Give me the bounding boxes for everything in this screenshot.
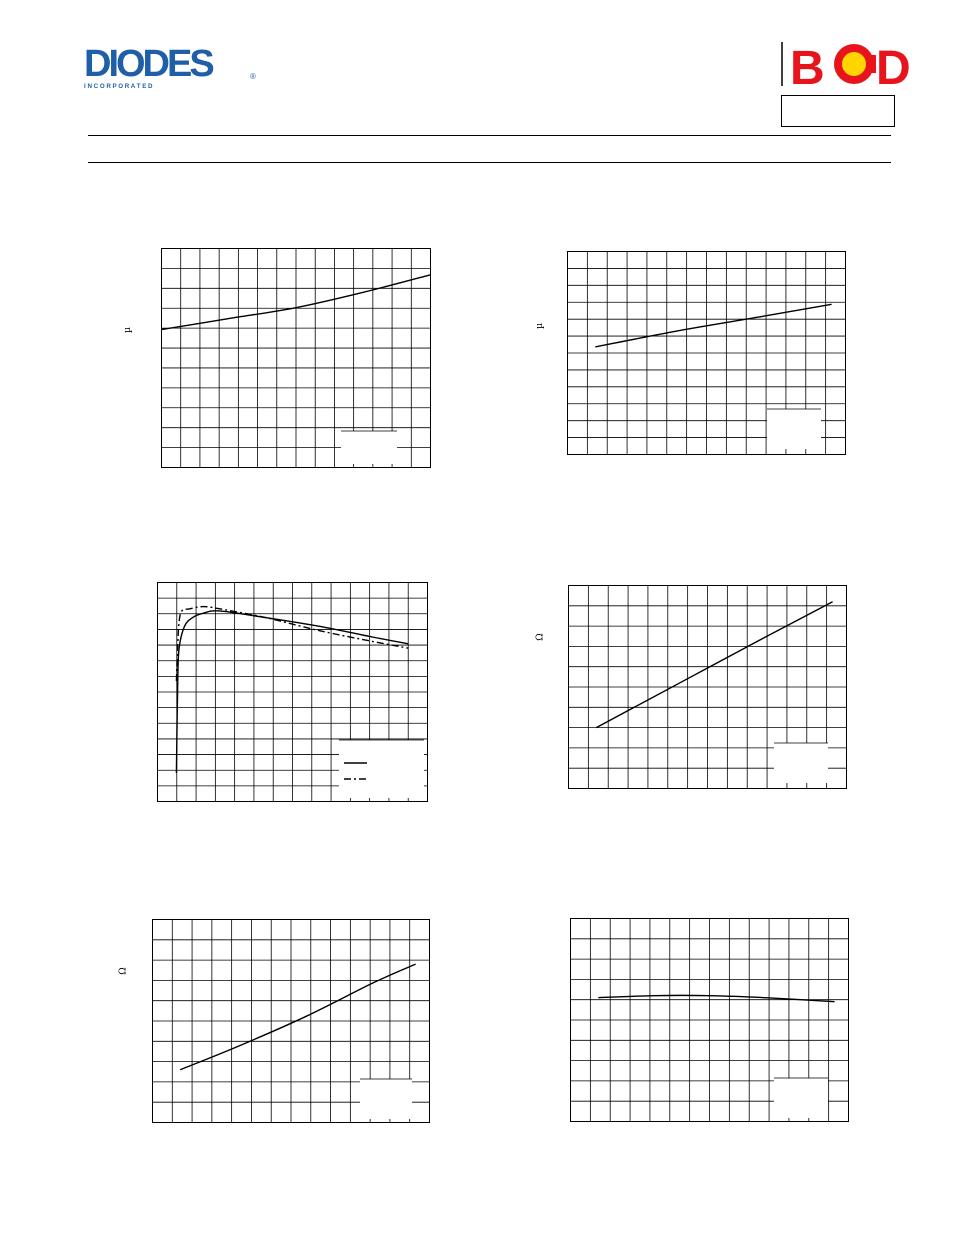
bcd-letter-d: D bbox=[876, 42, 911, 90]
chart-3 bbox=[157, 582, 428, 802]
series-line-1 bbox=[596, 602, 832, 728]
chart-5 bbox=[152, 919, 430, 1123]
chart-1-ylabel-symbol: µ bbox=[122, 327, 133, 333]
series-line-1 bbox=[598, 995, 834, 1001]
diodes-logo-subtext: I N C O R P O R A T E D bbox=[84, 83, 153, 90]
header-rule-top bbox=[88, 135, 891, 136]
legend-box bbox=[774, 1078, 828, 1118]
chart-6 bbox=[570, 918, 849, 1122]
bcd-letter-c-inner bbox=[842, 52, 866, 76]
series-line-1 bbox=[595, 304, 831, 347]
chart-5-ylabel-symbol: Ω bbox=[118, 967, 129, 975]
chart-2 bbox=[567, 251, 846, 455]
part-number-box bbox=[781, 95, 895, 127]
header-rule-bottom bbox=[88, 162, 891, 163]
legend-box bbox=[339, 740, 424, 798]
legend-box bbox=[767, 409, 821, 449]
diodes-logo bbox=[82, 42, 257, 90]
series-line-1 bbox=[180, 964, 415, 1070]
legend-box bbox=[341, 431, 397, 464]
bcd-logo bbox=[780, 40, 920, 90]
legend-box bbox=[774, 743, 828, 783]
chart-4 bbox=[568, 585, 847, 789]
registered-mark: ® bbox=[250, 72, 256, 81]
legend-box bbox=[360, 1079, 412, 1119]
chart-1 bbox=[161, 248, 431, 468]
chart-2-ylabel-symbol: µ bbox=[534, 323, 545, 329]
chart-4-ylabel-symbol: Ω bbox=[535, 633, 546, 641]
bcd-letter-b: B bbox=[790, 42, 825, 90]
diodes-logo-text: DIODES bbox=[84, 43, 212, 85]
